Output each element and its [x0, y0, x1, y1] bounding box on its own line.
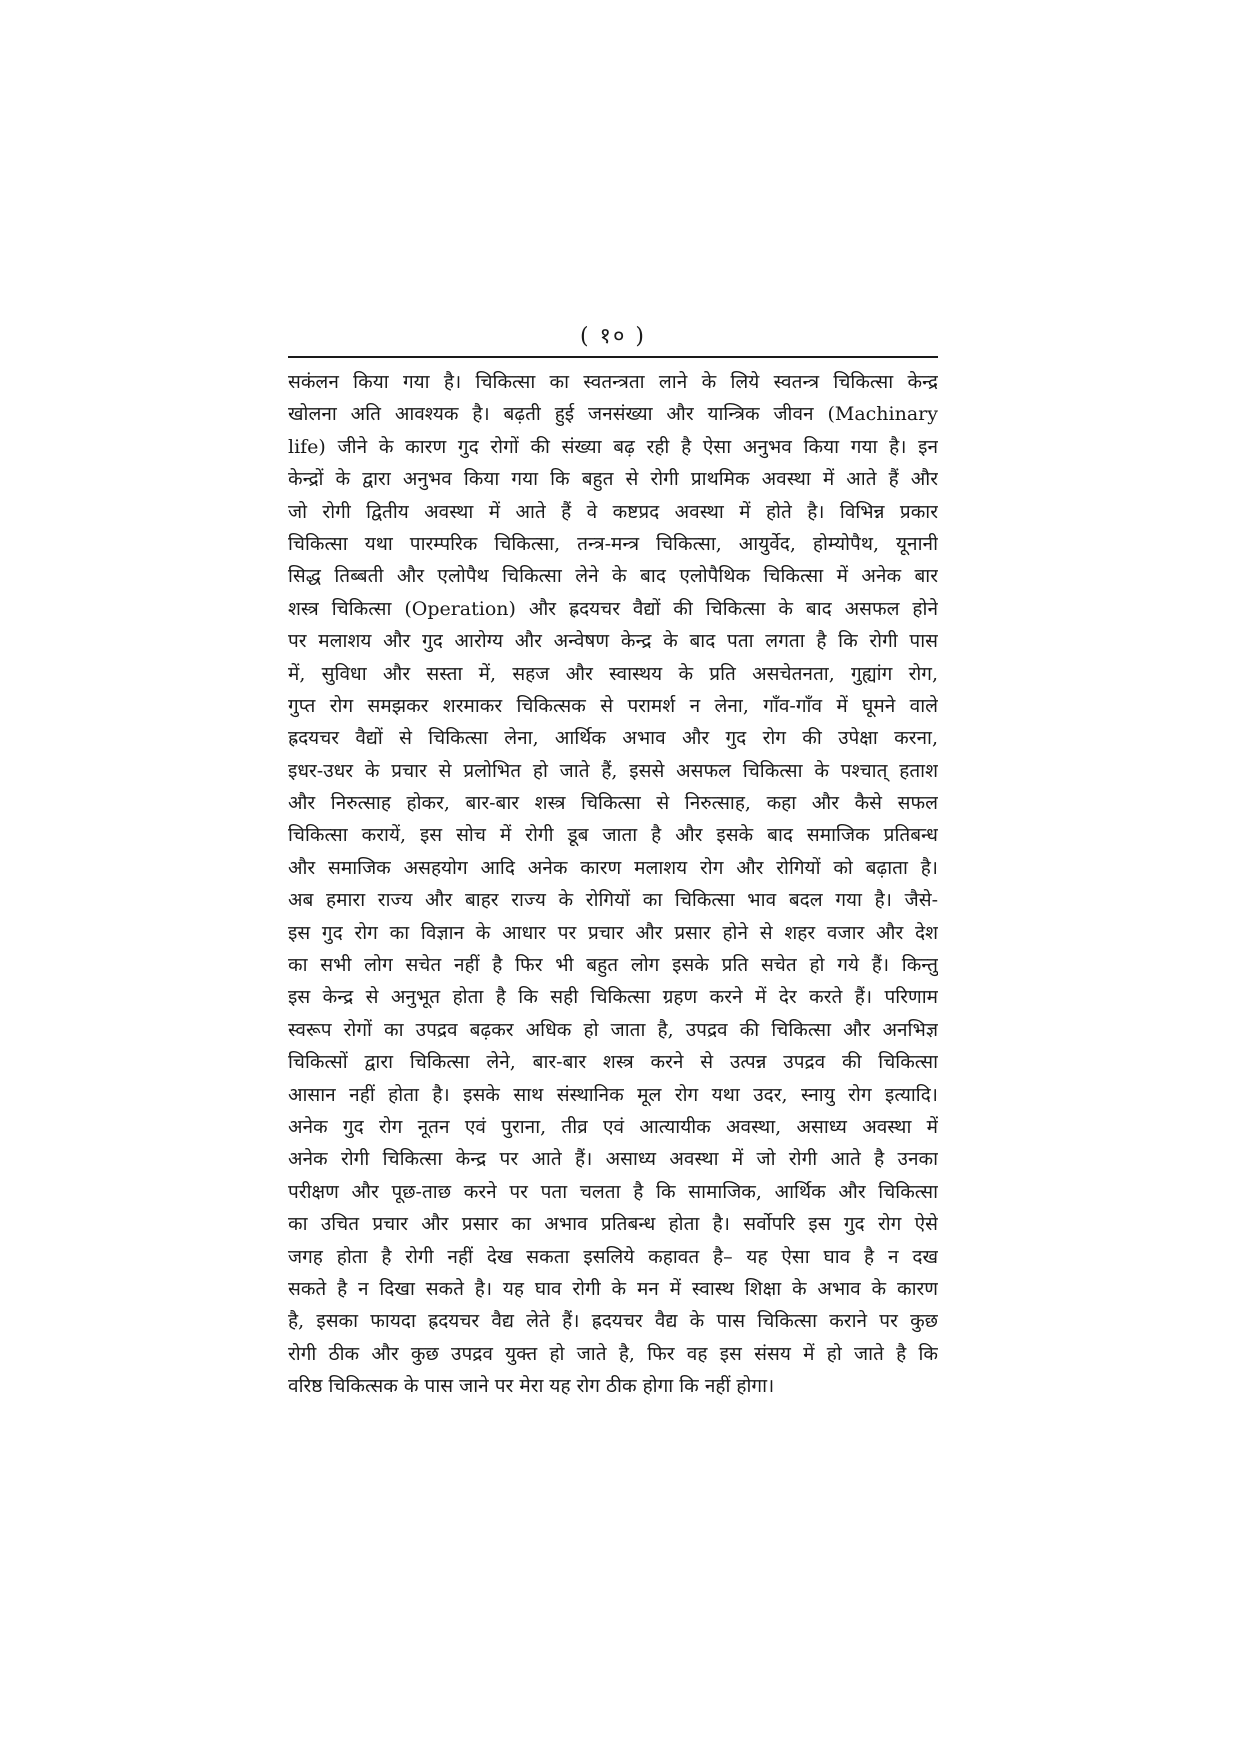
- text-line: परीक्षण और पूछ-ताछ करने पर पता चलता है कि सामाजिक, आर्थिक और चिकित्सा: [288, 1180, 938, 1203]
- text-line: अनेक गुद रोग नूतन एवं पुराना, तीव्र एवं आत्यायीक अवस्था, असाध्य अवस्था में: [288, 1115, 938, 1138]
- text-line: ह्रदयचर वैद्यों से चिकित्सा लेना, आर्थिक अभाव और गुद रोग की उपेक्षा करना,: [288, 727, 938, 750]
- text-line: चिकित्सों द्वारा चिकित्सा लेने, बार-बार शस्त्र करने से उत्पन्न उपद्रव की चिकित्सा: [288, 1051, 938, 1074]
- text-line: सकंलन किया गया है। चिकित्सा का स्वतन्त्रता लाने के लिये स्वतन्त्र चिकित्सा केन्द्र: [288, 371, 938, 393]
- text-line: शस्त्र चिकित्सा (Operation) और ह्रदयचर वैद्यों की चिकित्सा के बाद असफल होने: [288, 597, 938, 620]
- text-line: है, इसका फायदा ह्रदयचर वैद्य लेते हैं। ह्रदयचर वैद्य के पास चिकित्सा कराने पर कुछ: [288, 1310, 938, 1333]
- page-number: ( १० ): [579, 324, 647, 349]
- text-line: जगह होता है रोगी नहीं देख सकता इसलिये कहावत है– यह ऐसा घाव है न दख: [288, 1245, 938, 1268]
- text-line: आसान नहीं होता है। इसके साथ संस्थानिक मूल रोग यथा उदर, स्नायु रोग इत्यादि।: [288, 1083, 938, 1106]
- text-line: सिद्ध तिब्बती और एलोपैथ चिकित्सा लेने के बाद एलोपैथिक चिकित्सा में अनेक बार: [288, 565, 938, 588]
- text-line: रोगी ठीक और कुछ उपद्रव युक्त हो जाते है, फिर वह इस संसय में हो जाते है कि: [288, 1342, 938, 1365]
- text-line: इस गुद रोग का विज्ञान के आधार पर प्रचार और प्रसार होने से शहर वजार और देश: [288, 921, 938, 944]
- text-line: में, सुविधा और सस्ता में, सहज और स्वास्थय के प्रति असचेतनता, गुह्यांग रोग,: [288, 662, 938, 685]
- text-line: इस केन्द्र से अनुभूत होता है कि सही चिकित्सा ग्रहण करने में देर करते हैं। परिणाम: [288, 986, 938, 1009]
- text-line: चिकित्सा करायें, इस सोच में रोगी डूब जाता है और इसके बाद समाजिक प्रतिबन्ध: [288, 824, 938, 847]
- text-line: सकते है न दिखा सकते है। यह घाव रोगी के मन में स्वास्थ शिक्षा के अभाव के कारण: [288, 1277, 938, 1300]
- text-line: केन्द्रों के द्वारा अनुभव किया गया कि बहुत से रोगी प्राथमिक अवस्था में आते हैं और: [288, 468, 938, 491]
- text-line: गुप्त रोग समझकर शरमाकर चिकित्सक से परामर्श न लेना, गाँव-गाँव में घूमने वाले: [288, 694, 938, 717]
- text-line: इधर-उधर के प्रचार से प्रलोभित हो जाते हैं, इससे असफल चिकित्सा के पश्चात् हताश: [288, 759, 938, 782]
- text-line: वरिष्ठ चिकित्सक के पास जाने पर मेरा यह रोग ठीक होगा कि नहीं होगा।: [288, 1375, 775, 1398]
- header-rule: [288, 356, 938, 358]
- text-line: खोलना अति आवश्यक है। बढ़ती हुई जनसंख्या और यान्त्रिक जीवन (Machinary: [288, 403, 938, 426]
- text-line: और समाजिक असहयोग आदि अनेक कारण मलाशय रोग और रोगियों को बढ़ाता है।: [288, 856, 938, 879]
- text-line: अब हमारा राज्य और बाहर राज्य के रोगियों का चिकित्सा भाव बदल गया है। जैसे-: [288, 889, 938, 912]
- body-paragraph: [288, 366, 938, 1403]
- text-line: का उचित प्रचार और प्रसार का अभाव प्रतिबन्ध होता है। सर्वोपरि इस गुद रोग ऐसे: [288, 1213, 938, 1236]
- text-line: चिकित्सा यथा पारम्परिक चिकित्सा, तन्त्र-मन्त्र चिकित्सा, आयुर्वेद, होम्योपैथ, यूनानी: [288, 532, 938, 555]
- text-line: जो रोगी द्वितीय अवस्था में आते हैं वे कष्टप्रद अवस्था में होते है। विभिन्न प्रकार: [288, 500, 938, 523]
- text-line: अनेक रोगी चिकित्सा केन्द्र पर आते हैं। असाध्य अवस्था में जो रोगी आते है उनका: [288, 1148, 938, 1171]
- text-line: का सभी लोग सचेत नहीं है फिर भी बहुत लोग इसके प्रति सचेत हो गये हैं। किन्तु: [288, 954, 938, 977]
- text-line: पर मलाशय और गुद आरोग्य और अन्वेषण केन्द्र के बाद पता लगता है कि रोगी पास: [288, 630, 938, 653]
- text-line: स्वरूप रोगों का उपद्रव बढ़कर अधिक हो जाता है, उपद्रव की चिकित्सा और अनभिज्ञ: [288, 1018, 938, 1041]
- text-line: life) जीने के कारण गुद रोगों की संख्या बढ़ रही है ऐसा अनुभव किया गया है। इन: [288, 435, 938, 458]
- text-line: और निरुत्साह होकर, बार-बार शस्त्र चिकित्सा से निरुत्साह, कहा और कैसे सफल: [288, 792, 938, 815]
